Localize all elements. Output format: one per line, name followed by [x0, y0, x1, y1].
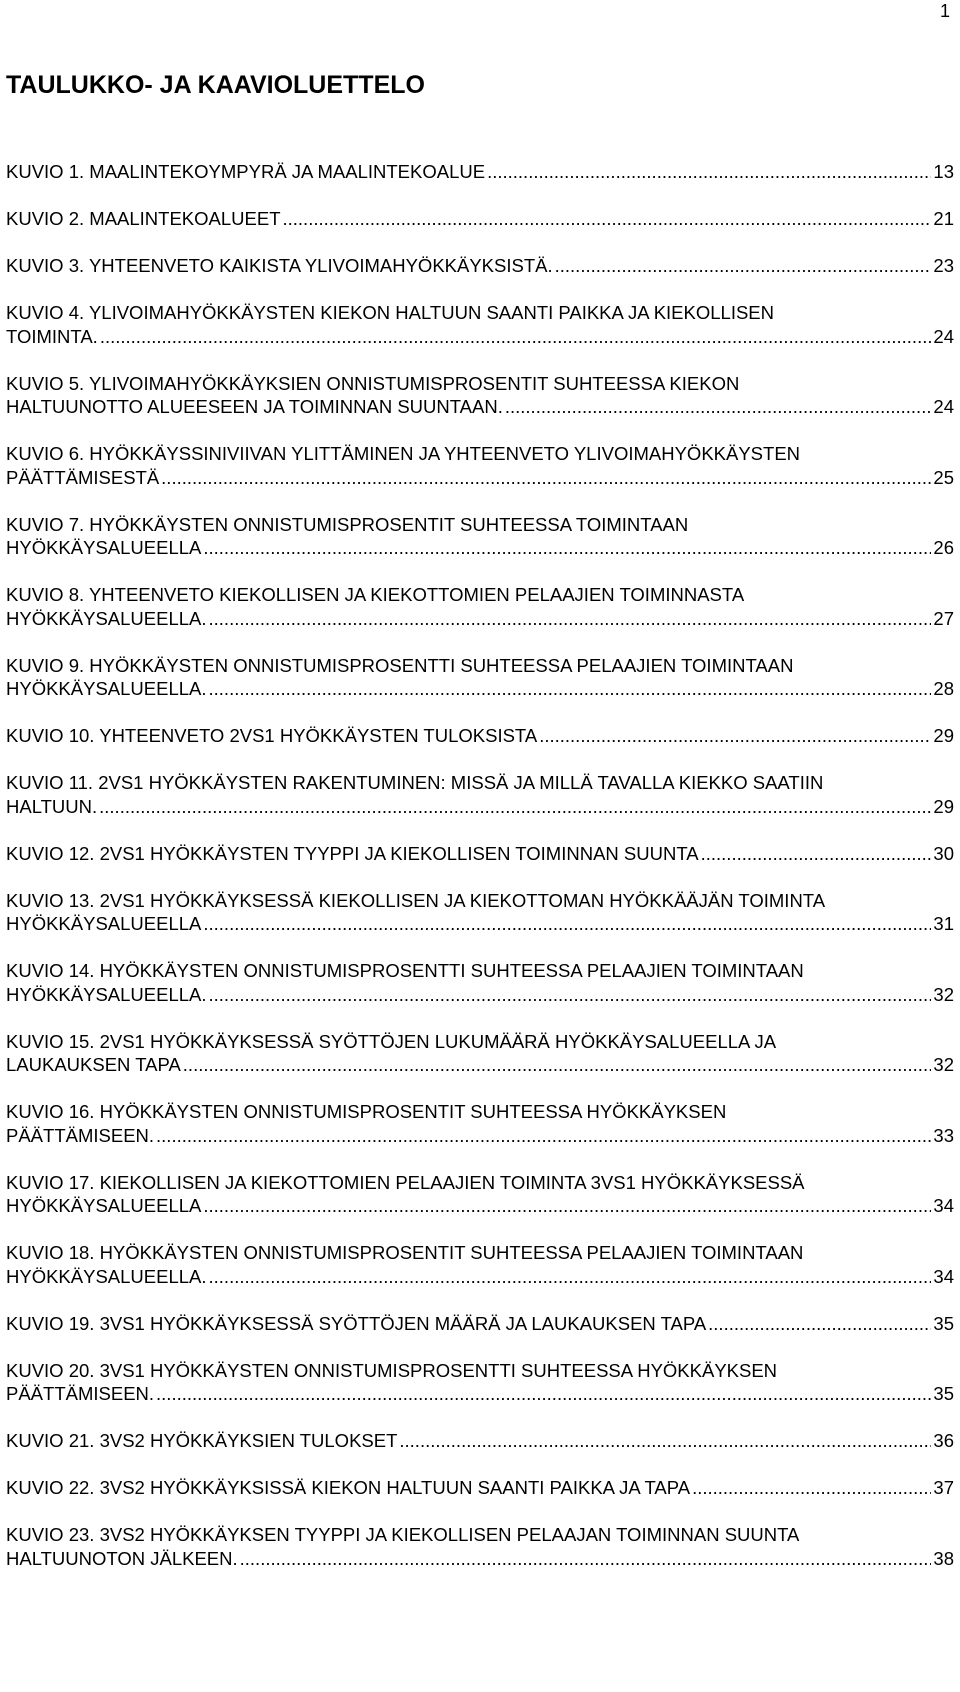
- toc-entry[interactable]: [6, 1476, 954, 1500]
- toc-entry-text: HYÖKKÄYSALUEELLA.: [6, 1265, 207, 1287]
- dot-leader: [240, 1547, 932, 1571]
- toc-entry-text: HYÖKKÄYSALUEELLA: [6, 537, 202, 558]
- toc-entry-last-line: [6, 395, 954, 419]
- toc-entry-text: KUVIO 13. 2VS1 HYÖKKÄYKSESSÄ KIEKOLLISEN JA KIEKOTTOMAN HYÖKKÄÄJÄN TOIMINTA: [6, 889, 826, 911]
- toc-entry-last-line: [6, 1124, 954, 1148]
- toc-entry-text: HYÖKKÄYSALUEELLA: [6, 1195, 202, 1216]
- toc-entry[interactable]: [6, 583, 954, 630]
- toc-entry-text: HYÖKKÄYSALUEELLA.: [6, 607, 207, 629]
- dot-leader: [156, 1124, 931, 1148]
- toc-entry-text: KUVIO 7. HYÖKKÄYSTEN ONNISTUMISPROSENTIT SUHTEESSA TOIMINTAAN: [6, 513, 689, 535]
- toc-entry[interactable]: [6, 207, 954, 231]
- toc-entry-text: PÄÄTTÄMISEEN.: [6, 1383, 155, 1404]
- toc-entry-text: KUVIO 12. 2VS1 HYÖKKÄYSTEN TYYPPI JA KIEKOLLISEN TOIMINNAN SUUNTA: [6, 842, 699, 864]
- toc-entry-text: KUVIO 16. HYÖKKÄYSTEN ONNISTUMISPROSENTIT SUHTEESSA HYÖKKÄYKSEN: [6, 1101, 727, 1122]
- dot-leader: [203, 1194, 931, 1218]
- dot-leader: [399, 1429, 931, 1453]
- dot-leader: [505, 395, 932, 419]
- toc-entry-last-line: [6, 1194, 954, 1218]
- toc-entry-last-line: [6, 160, 954, 184]
- toc-entry[interactable]: [6, 372, 954, 419]
- toc-entry-last-line: [6, 1382, 954, 1406]
- toc-entry[interactable]: [6, 842, 954, 866]
- toc-entry-text: HALTUUN.: [6, 795, 98, 817]
- toc-entry-text: KUVIO 14. HYÖKKÄYSTEN ONNISTUMISPROSENTTI SUHTEESSA PELAAJIEN TOIMINTAAN: [6, 960, 804, 981]
- toc-entry[interactable]: [6, 1241, 954, 1288]
- toc-entry-text: KUVIO 18. HYÖKKÄYSTEN ONNISTUMISPROSENTIT SUHTEESSA PELAAJIEN TOIMINTAAN: [6, 1242, 804, 1263]
- toc-entry-page-number: 29: [933, 725, 954, 746]
- toc-entry-text: KUVIO 10. YHTEENVETO 2VS1 HYÖKKÄYSTEN TULOKSISTA: [6, 725, 538, 746]
- toc-entry-text: KUVIO 1. MAALINTEKOYMPYRÄ JA MAALINTEKOALUE: [6, 161, 486, 182]
- toc-entry-page-number: 30: [933, 842, 954, 864]
- dot-leader: [203, 912, 931, 936]
- toc-entry-page-number: 35: [933, 1383, 954, 1404]
- toc-entry-page-number: 38: [933, 1547, 954, 1569]
- toc-entry-page-number: 28: [933, 678, 954, 699]
- toc-entry-text: LAUKAUKSEN TAPA: [6, 1054, 181, 1075]
- dot-leader: [487, 160, 931, 184]
- toc-entry-last-line: [6, 724, 954, 748]
- dot-leader: [555, 254, 932, 278]
- toc-entry-last-line: [6, 1476, 954, 1500]
- dot-leader: [203, 536, 931, 560]
- toc-entry-text: KUVIO 11. 2VS1 HYÖKKÄYSTEN RAKENTUMINEN: MISSÄ JA MILLÄ TAVALLA KIEKKO SAATIIN: [6, 772, 824, 793]
- toc-entry-text: TOIMINTA.: [6, 325, 98, 347]
- toc-entry[interactable]: [6, 959, 954, 1006]
- dot-leader: [209, 983, 932, 1007]
- toc-entry-text: KUVIO 5. YLIVOIMAHYÖKKÄYKSIEN ONNISTUMISPROSENTIT SUHTEESSA KIEKON: [6, 372, 740, 394]
- toc-entry-last-line: [6, 536, 954, 560]
- toc-entry-page-number: 34: [933, 1265, 954, 1287]
- toc-entry-text: KUVIO 9. HYÖKKÄYSTEN ONNISTUMISPROSENTTI SUHTEESSA PELAAJIEN TOIMINTAAN: [6, 654, 794, 676]
- toc-entry-text: HYÖKKÄYSALUEELLA.: [6, 678, 207, 699]
- toc-entry[interactable]: [6, 254, 954, 278]
- toc-entry-page-number: 24: [933, 396, 954, 417]
- toc-entry[interactable]: [6, 1030, 954, 1077]
- dot-leader: [283, 207, 932, 231]
- dot-leader: [539, 724, 931, 748]
- toc-entry-last-line: [6, 254, 954, 278]
- toc-entry-text: PÄÄTTÄMISEEN.: [6, 1124, 155, 1146]
- toc-entry-text: KUVIO 19. 3VS1 HYÖKKÄYKSESSÄ SYÖTTÖJEN MÄÄRÄ JA LAUKAUKSEN TAPA: [6, 1312, 707, 1334]
- toc-entry-last-line: [6, 677, 954, 701]
- toc-entry[interactable]: [6, 889, 954, 936]
- dot-leader: [183, 1053, 932, 1077]
- dot-leader: [161, 466, 931, 490]
- toc-entry[interactable]: [6, 1429, 954, 1453]
- toc-entry-page-number: 21: [933, 208, 954, 229]
- toc-entry-text: KUVIO 6. HYÖKKÄYSSINIVIIVAN YLITTÄMINEN JA YHTEENVETO YLIVOIMAHYÖKKÄYSTEN: [6, 443, 801, 464]
- toc-entry[interactable]: [6, 301, 954, 348]
- toc-entry-page-number: 32: [933, 983, 954, 1005]
- toc-entry-last-line: [6, 1053, 954, 1077]
- toc-entry-text: HALTUUNOTTO ALUEESEEN JA TOIMINNAN SUUNTAAN.: [6, 396, 503, 417]
- toc-entry-last-line: [6, 912, 954, 936]
- toc-entry-last-line: [6, 842, 954, 866]
- page-number: 1: [939, 1, 950, 21]
- toc-entry-page-number: 24: [933, 325, 954, 347]
- toc-entry[interactable]: [6, 724, 954, 748]
- toc-entry[interactable]: [6, 442, 954, 489]
- dot-leader: [209, 677, 932, 701]
- table-of-figures: [6, 160, 954, 1594]
- toc-entry-page-number: 31: [933, 913, 954, 934]
- toc-entry-text: KUVIO 17. KIEKOLLISEN JA KIEKOTTOMIEN PELAAJIEN TOIMINTA 3VS1 HYÖKKÄYKSESSÄ: [6, 1171, 805, 1193]
- toc-entry-text: KUVIO 4. YLIVOIMAHYÖKKÄYSTEN KIEKON HALTUUN SAANTI PAIKKA JA KIEKOLLISEN: [6, 302, 774, 323]
- toc-entry-page-number: 25: [933, 466, 954, 488]
- toc-entry-last-line: [6, 1547, 954, 1571]
- dot-leader: [209, 1265, 932, 1289]
- toc-entry[interactable]: [6, 1100, 954, 1147]
- toc-entry[interactable]: [6, 654, 954, 701]
- toc-entry[interactable]: [6, 1312, 954, 1336]
- toc-entry-page-number: 26: [933, 537, 954, 558]
- toc-entry-page-number: 37: [933, 1477, 954, 1498]
- toc-entry[interactable]: [6, 1359, 954, 1406]
- toc-entry-text: KUVIO 2. MAALINTEKOALUEET: [6, 208, 281, 229]
- toc-entry-text: HYÖKKÄYSALUEELLA: [6, 913, 202, 934]
- toc-entry-last-line: [6, 466, 954, 490]
- toc-entry-page-number: 29: [933, 795, 954, 817]
- toc-entry-last-line: [6, 1312, 954, 1336]
- toc-entry[interactable]: [6, 1523, 954, 1570]
- dot-leader: [156, 1382, 931, 1406]
- toc-entry-page-number: 32: [933, 1054, 954, 1075]
- toc-entry-text: KUVIO 23. 3VS2 HYÖKKÄYKSEN TYYPPI JA KIEKOLLISEN PELAAJAN TOIMINNAN SUUNTA: [6, 1524, 800, 1545]
- dot-leader: [100, 325, 932, 349]
- toc-entry-page-number: 36: [933, 1430, 954, 1451]
- dot-leader: [692, 1476, 931, 1500]
- dot-leader: [708, 1312, 931, 1336]
- toc-entry-page-number: 27: [933, 607, 954, 629]
- toc-entry-last-line: [6, 1265, 954, 1289]
- toc-entry-text: KUVIO 3. YHTEENVETO KAIKISTA YLIVOIMAHYÖKKÄYKSISTÄ.: [6, 255, 553, 276]
- toc-entry-last-line: [6, 607, 954, 631]
- toc-entry[interactable]: [6, 513, 954, 560]
- toc-entry-last-line: [6, 207, 954, 231]
- toc-entry-text: HYÖKKÄYSALUEELLA.: [6, 983, 207, 1005]
- toc-entry-text: PÄÄTTÄMISESTÄ: [6, 466, 160, 488]
- toc-entry[interactable]: [6, 771, 954, 818]
- toc-entry-page-number: 33: [933, 1124, 954, 1146]
- toc-entry-text: KUVIO 20. 3VS1 HYÖKKÄYSTEN ONNISTUMISPROSENTTI SUHTEESSA HYÖKKÄYKSEN: [6, 1359, 778, 1381]
- toc-entry-text: KUVIO 22. 3VS2 HYÖKKÄYKSISSÄ KIEKON HALTUUN SAANTI PAIKKA JA TAPA: [6, 1477, 691, 1498]
- page-title: TAULUKKO- JA KAAVIOLUETTELO: [6, 71, 425, 99]
- toc-entry-text: KUVIO 8. YHTEENVETO KIEKOLLISEN JA KIEKOTTOMIEN PELAAJIEN TOIMINNASTA: [6, 584, 745, 605]
- toc-entry-last-line: [6, 325, 954, 349]
- toc-entry[interactable]: [6, 160, 954, 184]
- dot-leader: [209, 607, 932, 631]
- toc-entry-page-number: 23: [933, 255, 954, 276]
- dot-leader: [701, 842, 932, 866]
- toc-entry-page-number: 13: [933, 161, 954, 182]
- toc-entry-page-number: 35: [933, 1312, 954, 1334]
- dot-leader: [99, 795, 931, 819]
- toc-entry-text: HALTUUNOTON JÄLKEEN.: [6, 1547, 238, 1569]
- toc-entry[interactable]: [6, 1171, 954, 1218]
- toc-entry-page-number: 34: [933, 1195, 954, 1216]
- toc-entry-text: KUVIO 15. 2VS1 HYÖKKÄYKSESSÄ SYÖTTÖJEN LUKUMÄÄRÄ HYÖKKÄYSALUEELLA JA: [6, 1030, 777, 1052]
- toc-entry-last-line: [6, 983, 954, 1007]
- toc-entry-text: KUVIO 21. 3VS2 HYÖKKÄYKSIEN TULOKSET: [6, 1430, 398, 1451]
- toc-entry-last-line: [6, 795, 954, 819]
- toc-entry-last-line: [6, 1429, 954, 1453]
